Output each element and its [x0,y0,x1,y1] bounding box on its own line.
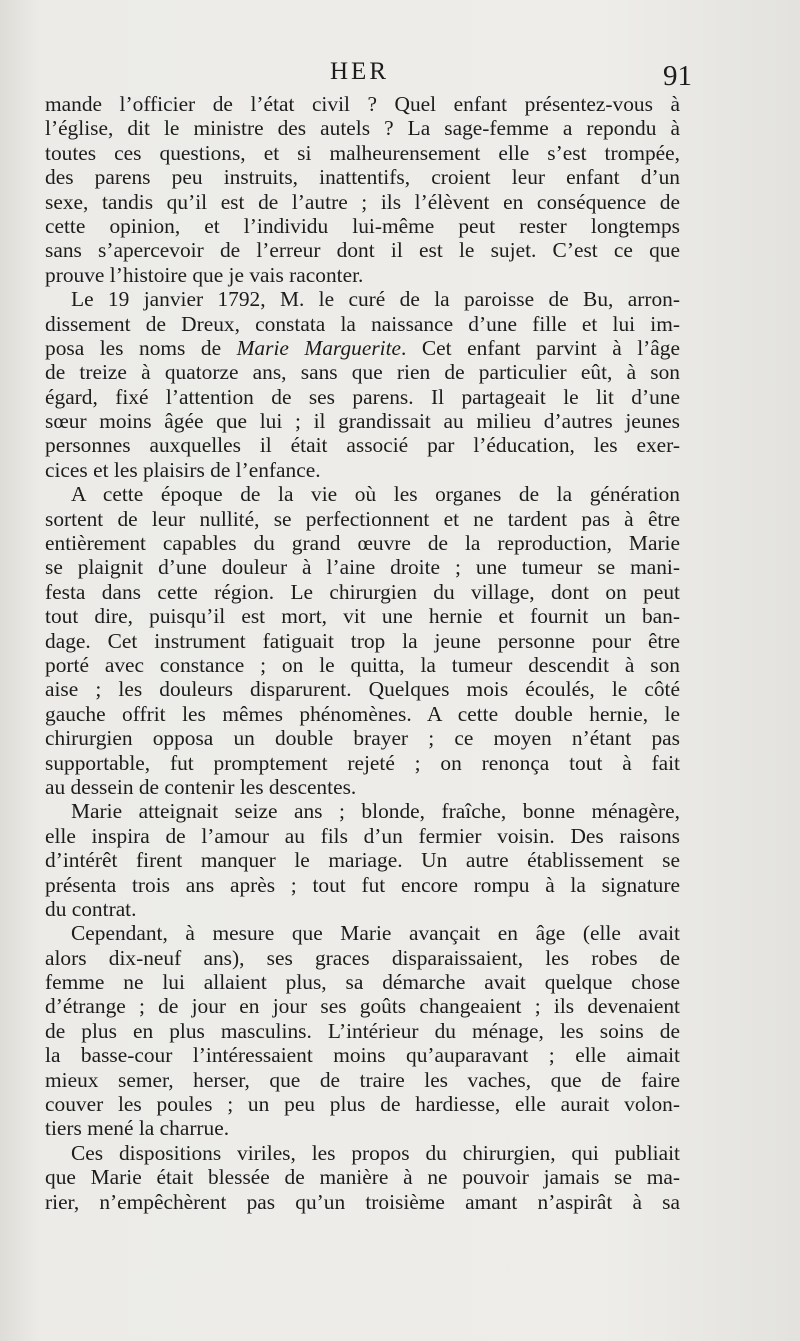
text-line: présenta trois ans après ; tout fut encore rompu à la signature [45,872,680,897]
text-line: au dessein de contenir les descentes. [45,774,357,799]
running-head: HER [330,58,389,85]
text-line: dage. Cet instrument fatiguait trop la jeune personne pour être [45,628,680,653]
text-line: Ces dispositions viriles, les propos du chirurgien, qui publiait [71,1140,680,1165]
text-line: couver les poules ; un peu plus de hardiesse, elle aurait volon- [45,1092,680,1117]
paragraph [45,1141,680,1214]
text-line: des parens peu instruits, inattentifs, croient leur enfant d’un [45,165,680,190]
text-line: mande l’officier de l’état civil ? Quel enfant présentez-vous à [45,92,680,116]
paragraph [45,482,680,799]
text-line: porté avec constance ; on le quitta, la tumeur descendit à son [45,652,680,677]
text-line: festa dans cette région. Le chirurgien du village, dont on peut [45,579,680,604]
text-line: d’intérêt firent manquer le mariage. Un autre établissement se [45,848,680,873]
text-line: sœur moins âgée que lui ; il grandissait au milieu d’autres jeunes [45,409,680,434]
text-line: gauche offrit les mêmes phénomènes. A cette double hernie, le [45,701,680,726]
text-segment: posa les noms de [45,335,237,360]
page-header [0,58,800,92]
text-line: cices et les plaisirs de l’enfance. [45,457,321,482]
text-line: Cependant, à mesure que Marie avançait en âge (elle avait [71,921,680,946]
text-line: tiers mené la charrue. [45,1116,230,1141]
paragraph [45,287,680,482]
text-line: se plaignit d’une douleur à l’aine droite ; une tumeur se mani- [45,555,680,580]
text-segment: . Cet enfant parvint à l’âge [401,335,680,360]
text-line: sortent de leur nullité, se perfectionnent et ne tardent pas à être [45,506,680,531]
paragraph [45,92,680,287]
text-line: chirurgien opposa un double brayer ; ce moyen n’étant pas [45,726,680,751]
paragraph [45,921,680,1141]
text-line: dissement de Dreux, constata la naissance d’une fille et lui im- [45,311,680,336]
text-line: sans s’apercevoir de l’erreur dont il est le sujet. C’est ce que [45,238,680,263]
text-line: supportable, fut promptement rejeté ; on renonça tout à fait [45,750,680,775]
text-line: l’église, dit le ministre des autels ? La sage-femme a repondu à [45,116,680,141]
text-line: rier, n’empêchèrent pas qu’un troisième amant n’aspirât à sa [45,1189,680,1214]
text-line: d’étrange ; de jour en jour ses goûts changeaient ; ils devenaient [45,994,680,1019]
text-line: alors dix-neuf ans), ses graces disparaissaient, les robes de [45,945,680,970]
text-line: prouve l’histoire que je vais raconter. [45,262,364,287]
text-line: aise ; les douleurs disparurent. Quelques mois écoulés, le côté [45,677,680,702]
text-line: du contrat. [45,896,137,921]
text-line: personnes auxquelles il était associé par l’éducation, les exer- [45,433,680,458]
text-line: mieux semer, herser, que de traire les vaches, que de faire [45,1067,680,1092]
text-line: de plus en plus masculins. L’intérieur du ménage, les soins de [45,1018,680,1043]
page-number: 91 [663,60,692,92]
text-line: entièrement capables du grand œuvre de la reproduction, Marie [45,531,680,556]
text-line: femme ne lui allaient plus, sa démarche avait quelque chose [45,970,680,995]
text-line: égard, fixé l’attention de ses parens. Il partageait le lit d’une [45,384,680,409]
text-line: A cette époque de la vie où les organes de la génération [71,482,680,507]
text-line: toutes ces questions, et si malheurensement elle s’est trompée, [45,140,680,165]
text-line: la basse-cour l’intéressaient moins qu’auparavant ; elle aimait [45,1043,680,1068]
text-line-with-italic [45,336,680,360]
body-text [45,92,680,1214]
paragraph [45,799,680,921]
italic-name: Marie Marguerite [236,335,402,360]
text-line: sexe, tandis qu’il est de l’autre ; ils l’élèvent en conséquence de [45,189,680,214]
text-line: cette opinion, et l’individu lui-même peut rester longtemps [45,213,680,238]
text-line: Marie atteignait seize ans ; blonde, fraîche, bonne ménagère, [71,799,680,824]
text-line: Le 19 janvier 1792, M. le curé de la paroisse de Bu, arron- [71,287,680,312]
text-line: que Marie était blessée de manière à ne pouvoir jamais se ma- [45,1165,680,1190]
text-line: tout dire, puisqu’il est mort, vit une hernie et fournit un ban- [45,604,680,629]
text-line: de treize à quatorze ans, sans que rien de particulier eût, à son [45,360,680,385]
text-line: elle inspira de l’amour au fils d’un fermier voisin. Des raisons [45,823,680,848]
